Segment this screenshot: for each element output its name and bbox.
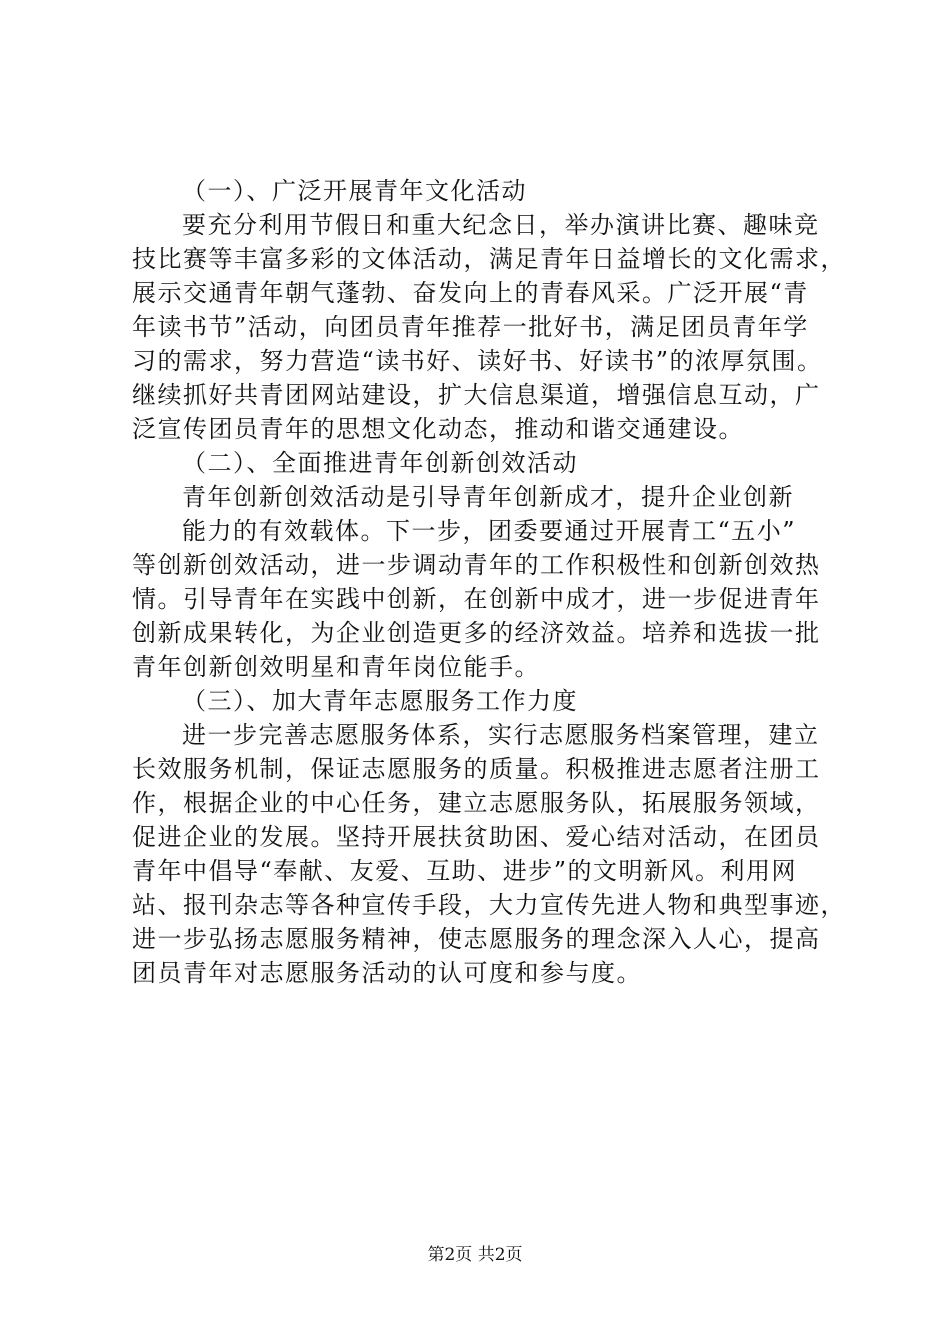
paragraph-line: 展示交通青年朝气蓬勃、奋发向上的青春风采。广泛开展“青	[132, 279, 809, 307]
paragraph-line: 创新成果转化，为企业创造更多的经济效益。培养和选拔一批	[132, 619, 821, 647]
paragraph-line: 青年创新创效明星和青年岗位能手。	[132, 653, 540, 681]
document-body	[132, 174, 846, 990]
paragraph-line: 习的需求，努力营造“读书好、读好书、好读书”的浓厚氛围。	[132, 347, 823, 375]
paragraph-line: 作，根据企业的中心任务，建立志愿服务队，拓展服务领域，	[132, 789, 821, 817]
paragraph-line: 继续抓好共青团网站建设，扩大信息渠道，增强信息互动，广	[132, 381, 821, 409]
page-number-footer: 第2页 共2页	[427, 1245, 523, 1265]
section-heading-1: （一）、广泛开展青年文化活动	[182, 177, 527, 205]
paragraph-line: 进一步完善志愿服务体系，实行志愿服务档案管理，建立	[182, 721, 820, 749]
paragraph-line: 情。引导青年在实践中创新，在创新中成才，进一步促进青年	[132, 585, 821, 613]
paragraph-line: 青年中倡导“奉献、友爱、互助、进步”的文明新风。利用网	[132, 857, 798, 885]
paragraph-line: 能力的有效载体。下一步，团委要通过开展青工“五小”	[182, 517, 797, 545]
paragraph-line: 泛宣传团员青年的思想文化动态，推动和谐交通建设。	[132, 415, 744, 443]
paragraph-line: 等创新创效活动，进一步调动青年的工作积极性和创新创效热	[132, 551, 821, 579]
paragraph-line: 长效服务机制，保证志愿服务的质量。积极推进志愿者注册工	[132, 755, 821, 783]
paragraph-line: 要充分利用节假日和重大纪念日，举办演讲比赛、趣味竞	[182, 211, 820, 239]
paragraph-line: 年读书节”活动，向团员青年推荐一批好书，满足团员青年学	[132, 313, 809, 341]
paragraph-line: 站、报刊杂志等各种宣传手段，大力宣传先进人物和典型事迹，	[132, 891, 846, 919]
paragraph-line: 促进企业的发展。坚持开展扶贫助困、爱心结对活动，在团员	[132, 823, 821, 851]
paragraph-line: 技比赛等丰富多彩的文体活动，满足青年日益增长的文化需求，	[132, 245, 846, 273]
paragraph-line: 进一步弘扬志愿服务精神，使志愿服务的理念深入人心，提高	[132, 925, 821, 953]
section-heading-2: （二）、全面推进青年创新创效活动	[182, 449, 578, 477]
paragraph-line: 团员青年对志愿服务活动的认可度和参与度。	[132, 959, 642, 987]
section-heading-3: （三）、加大青年志愿服务工作力度	[182, 687, 578, 715]
paragraph-line: 青年创新创效活动是引导青年创新成才，提升企业创新	[182, 483, 794, 511]
